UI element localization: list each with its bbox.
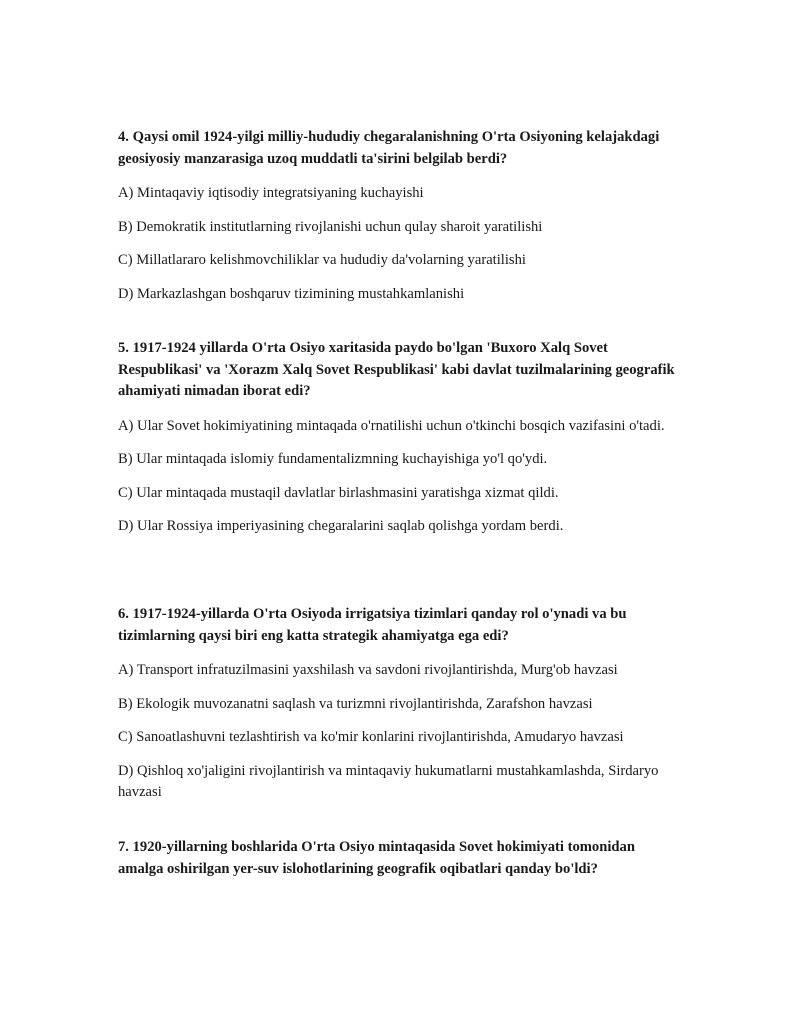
option-a: A) Mintaqaviy iqtisodiy integratsiyaning kuchayishi	[118, 185, 424, 201]
option-a: A) Transport infratuzilmasini yaxshilash va savdoni rivojlantirishda, Murg'ob havzasi	[118, 662, 618, 678]
option-c: C) Millatlararo kelishmovchiliklar va hududiy da'volarning yaratilishi	[118, 252, 526, 268]
option-d: D) Ular Rossiya imperiyasining chegaralarini saqlab qolishga yordam berdi.	[118, 518, 564, 534]
question-text: 7. 1920-yillarning boshlarida O'rta Osiyo mintaqasida Sovet hokimiyati tomonidan amalga oshirilgan yer-suv islohotlarining geografik oqibatlari qanday bo'ldi?	[118, 839, 635, 877]
option-c: C) Ular mintaqada mustaqil davlatlar birlashmasini yaratishga xizmat qildi.	[118, 484, 559, 501]
option-c: C) Sanoatlashuvni tezlashtirish va ko'mir konlarini rivojlantirishda, Amudaryo havzasi	[118, 729, 624, 745]
question-text: 4. Qaysi omil 1924-yilgi milliy-hududiy chegaralanishning O'rta Osiyoning kelajakdagi geosiyosiy manzarasiga uzoq muddatli ta'sirini belgilab berdi?	[118, 129, 660, 167]
option-b: B) Ekologik muvozanatni saqlash va turizmni rivojlantirishda, Zarafshon havzasi	[118, 695, 593, 712]
option-b: B) Ular mintaqada islomiy fundamentalizmning kuchayishiga yo'l qo'ydi.	[118, 451, 548, 467]
document-page	[118, 127, 678, 893]
option-a: A) Ular Sovet hokimiyatining mintaqada o'rnatilishi uchun o'tkinchi bosqich vazifasini o'tadi.	[118, 417, 665, 434]
question-text: 6. 1917-1924-yillarda O'rta Osiyoda irrigatsiya tizimlari qanday rol o'ynadi va bu tizimlarning qaysi biri eng katta strategik ahamiyatga ega edi?	[118, 606, 627, 644]
question-5	[118, 338, 678, 604]
question-6	[118, 604, 678, 837]
question-4	[118, 127, 678, 338]
option-b: B) Demokratik institutlarning rivojlanishi uchun qulay sharoit yaratilishi	[118, 218, 543, 235]
question-text: 5. 1917-1924 yillarda O'rta Osiyo xaritasida paydo bo'lgan 'Buxoro Xalq Sovet Respublikasi' va 'Xorazm Xalq Sovet Respublikasi' kabi davlat tuzilmalarining geografik ahamiyati nimadan iborat edi?	[118, 340, 675, 399]
option-d: D) Markazlashgan boshqaruv tizimining mustahkamlanishi	[118, 285, 465, 302]
question-7	[118, 837, 678, 880]
option-d: D) Qishloq xo'jaligini rivojlantirish va mintaqaviy hukumatlarni mustahkamlashda, Sirdaryo havzasi	[118, 762, 659, 800]
